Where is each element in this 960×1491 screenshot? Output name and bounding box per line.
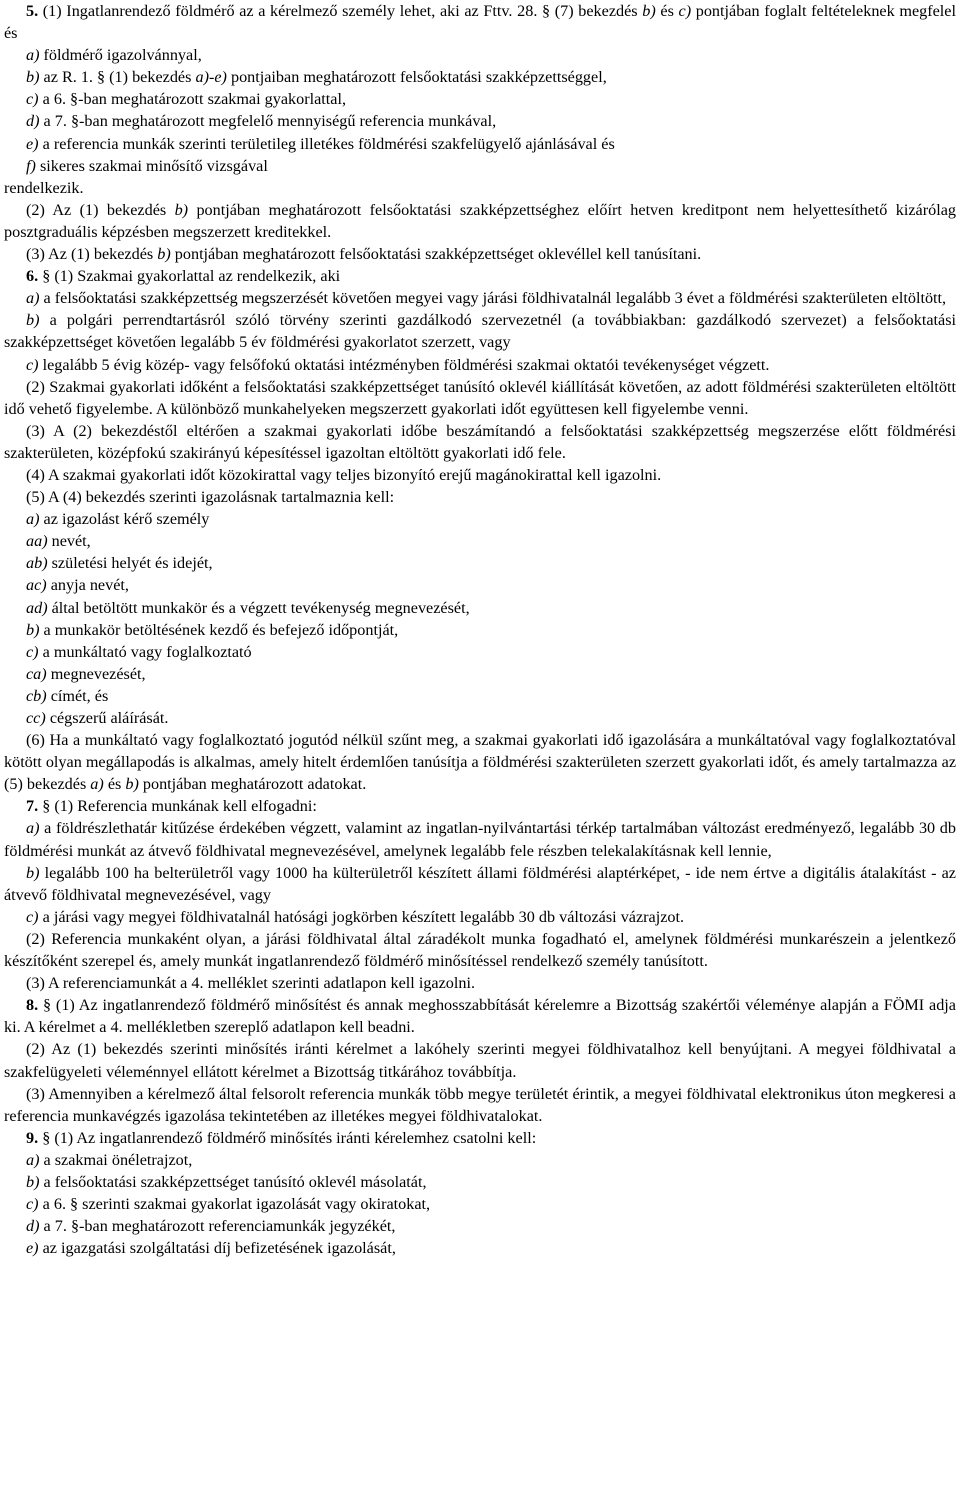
item-label: c): [26, 355, 39, 374]
text-run: pontjában meghatározott felsőoktatási szakképzettséghez előírt hetven kreditpont nem helyettesíthető kizárólag posztgraduális képzésben megszerzett kreditekkel.: [4, 200, 956, 241]
text-run: megnevezését,: [46, 664, 146, 683]
text-run: (1) Ingatlanrendező földmérő az a kérelmező személy lehet, aki az Fttv. 28. § (7) bekezdés: [38, 2, 643, 20]
item-label: a): [90, 775, 104, 794]
text-run: a felsőoktatási szakképzettség megszerzését követően megyei vagy járási földhivatalnál legalább 3 évet a földmérési szakterületen eltöltött,: [39, 289, 947, 308]
paragraph: [4, 619, 956, 641]
item-label: a): [26, 289, 40, 308]
paragraph: [4, 1193, 956, 1215]
text-run: születési helyét és idejét,: [47, 554, 213, 573]
text-run: az igazolást kérő személy: [39, 510, 210, 529]
paragraph: [4, 729, 956, 795]
text-run: pontjában meghatározott adatokat.: [138, 775, 367, 794]
text-run: a polgári perrendtartásról szóló törvény szerinti gazdálkodó szervezetnél (a továbbiakban: gazdálkodó szervezet) a felsőoktatási szakképzettséget követően legalább 5 év földmérési gyakorlatot szerzett, vagy: [4, 311, 956, 352]
item-label: e): [26, 1239, 39, 1258]
paragraph: [4, 552, 956, 574]
paragraph: [4, 862, 956, 906]
item-label: aa): [26, 532, 48, 551]
text-run: az R. 1. § (1) bekezdés: [39, 68, 196, 87]
paragraph: [4, 707, 956, 729]
text-run: a 7. §-ban meghatározott megfelelő mennyiségű referencia munkával,: [39, 112, 497, 131]
item-label: b): [26, 1172, 40, 1191]
item-label: a): [26, 46, 40, 65]
item-label: b): [157, 245, 171, 264]
item-label: b): [26, 620, 40, 639]
paragraph: [4, 685, 956, 707]
text-run: (2) Referencia munkaként olyan, a járási földhivatal által záradékolt munka fogadható el, amelynek földmérési munkarészein a jelentkező készítőként szerepel és, amely munkát ingatlanrendező földmérő minősítéssel rendelkező személy tanúsított.: [4, 929, 956, 971]
paragraph: [4, 464, 956, 486]
paragraph: [4, 597, 956, 619]
paragraph: [4, 243, 956, 265]
paragraph: [4, 420, 956, 464]
item-label: d): [26, 112, 40, 131]
item-label: f): [26, 156, 36, 175]
text-run: sikeres szakmai minősítő vizsgával: [35, 156, 268, 175]
paragraph: [4, 354, 956, 376]
paragraph: [4, 1237, 956, 1259]
item-label: a): [26, 510, 40, 529]
item-label: a): [26, 819, 40, 838]
paragraph: [4, 1149, 956, 1171]
text-run: (4) A szakmai gyakorlati időt közokirattal vagy teljes bizonyító erejű magánokirattal kell igazolni.: [26, 465, 662, 484]
item-label: c): [26, 1195, 39, 1214]
item-label: cc): [26, 709, 46, 727]
text-run: a referencia munkák szerinti területileg illetékes földmérési szakfelügyelő ajánlásával és: [38, 134, 615, 153]
text-run: nevét,: [47, 532, 91, 551]
paragraph: [4, 928, 956, 972]
section-number: 5.: [26, 2, 39, 20]
item-label: c): [26, 642, 39, 661]
text-run: rendelkezik.: [4, 178, 84, 197]
document-body: [4, 0, 956, 1259]
text-run: címét, és: [46, 686, 109, 705]
paragraph: [4, 795, 956, 817]
paragraph: [4, 1083, 956, 1127]
section-number: 9.: [26, 1128, 39, 1147]
section-number: 7.: [26, 797, 39, 816]
item-label: c): [678, 2, 692, 20]
text-run: (3) A (2) bekezdéstől eltérően a szakmai gyakorlati időbe beszámítandó a felsőoktatási szakképzettség megszerzése előtt földmérési szakterületen, középfokú szakirányú képesítéssel igazoltan eltöltött gyakorlati idő fele.: [4, 421, 956, 462]
item-label: a)-e): [195, 68, 227, 87]
paragraph: [4, 265, 956, 287]
text-run: a 6. § szerinti szakmai gyakorlat igazolását vagy okiratokat,: [38, 1195, 431, 1214]
paragraph: [4, 110, 956, 132]
text-run: cégszerű aláírását.: [45, 709, 169, 727]
paragraph: [4, 906, 956, 928]
item-label: ac): [26, 576, 47, 595]
paragraph: [4, 817, 956, 861]
text-run: (2) Szakmai gyakorlati időként a felsőoktatási szakképzettséget tanúsító oklevél kiállítását követően, az adott földmérési szakterületen eltöltött idő vehető figyelembe. A különböző munkahelyeken megszerzett gyakorlati időt együttesen kell figyelembe venni.: [4, 377, 956, 418]
paragraph: [4, 574, 956, 596]
paragraph: [4, 1038, 956, 1082]
text-run: (2) Az (1) bekezdés szerinti minősítés iránti kérelmet a lakóhely szerinti megyei földhivatalhoz kell benyújtani. A megyei földhivatal a szakfelügyeleti véleménnyel ellátott kérelmet a Bizottság titkárához továbbítja.: [4, 1040, 956, 1081]
paragraph: [4, 177, 956, 199]
paragraph: [4, 376, 956, 420]
item-label: c): [26, 907, 39, 926]
item-label: ab): [26, 554, 48, 573]
item-label: b): [26, 311, 40, 330]
item-label: c): [26, 90, 39, 109]
text-run: a földrészlethatár kitűzése érdekében végzett, valamint az ingatlan-nyilvántartási térkép tartalmában változást eredményező, legalább 30 db földmérési munkát az átvevő földhivatal megnevezésével, amelynek legalább fele részben telekalakításnak kell lennie,: [4, 819, 956, 860]
paragraph: [4, 508, 956, 530]
item-label: ca): [26, 664, 47, 683]
paragraph: [4, 287, 956, 309]
item-label: e): [26, 134, 39, 153]
section-number: 8.: [26, 996, 39, 1015]
item-label: b): [26, 68, 40, 87]
item-label: b): [26, 863, 40, 882]
item-label: ad): [26, 598, 48, 617]
text-run: § (1) Referencia munkának kell elfogadni:: [38, 797, 317, 816]
paragraph: [4, 641, 956, 663]
text-run: és: [655, 2, 679, 20]
text-run: § (1) Az ingatlanrendező földmérő minősítés iránti kérelemhez csatolni kell:: [38, 1128, 537, 1147]
text-run: és: [103, 775, 126, 794]
paragraph: [4, 155, 956, 177]
paragraph: [4, 66, 956, 88]
item-label: b): [125, 775, 139, 794]
text-run: által betöltött munkakör és a végzett tevékenység megnevezését,: [47, 598, 470, 617]
text-run: a felsőoktatási szakképzettséget tanúsító oklevél másolatát,: [39, 1172, 427, 1191]
paragraph: [4, 1127, 956, 1149]
paragraph: [4, 972, 956, 994]
text-run: pontjaiban meghatározott felsőoktatási szakképzettséggel,: [226, 68, 607, 87]
item-label: a): [26, 1150, 40, 1169]
text-run: (3) Az (1) bekezdés: [26, 245, 158, 264]
text-run: a munkáltató vagy foglalkoztató: [38, 642, 252, 661]
text-run: § (1) Szakmai gyakorlattal az rendelkezik, aki: [38, 267, 341, 286]
paragraph: [4, 0, 956, 44]
text-run: (2) Az (1) bekezdés: [26, 200, 175, 219]
item-label: d): [26, 1217, 40, 1236]
text-run: anyja nevét,: [46, 576, 129, 595]
text-run: a járási vagy megyei földhivatalnál hatósági jogkörben készített legalább 30 db változási vázrajzot.: [38, 907, 685, 926]
text-run: pontjában meghatározott felsőoktatási szakképzettséget oklevéllel kell tanúsítani.: [170, 245, 702, 264]
paragraph: [4, 199, 956, 243]
text-run: a munkakör betöltésének kezdő és befejező időpontját,: [39, 620, 399, 639]
paragraph: [4, 530, 956, 552]
text-run: § (1) Az ingatlanrendező földmérő minősítést és annak meghosszabbítását kérelemre a Bizottság szakértői véleménye alapján a FÖMI adja ki. A kérelmet a 4. mellékletben szereplő adatlapon kell beadni.: [4, 996, 956, 1037]
text-run: a 7. §-ban meghatározott referenciamunkák jegyzékét,: [39, 1217, 396, 1236]
text-run: (3) Amennyiben a kérelmező által felsorolt referencia munkák több megye területét érintik, a megyei földhivatal elektronikus úton megkeresi a referencia munkavégzés igazolása tekintetében az illetékes megyei földhivatalokat.: [4, 1084, 956, 1125]
text-run: földmérő igazolvánnyal,: [39, 46, 202, 65]
paragraph: [4, 44, 956, 66]
text-run: (5) A (4) bekezdés szerinti igazolásnak tartalmaznia kell:: [26, 488, 395, 507]
item-label: cb): [26, 686, 47, 705]
text-run: (3) A referenciamunkát a 4. melléklet szerinti adatlapon kell igazolni.: [26, 974, 476, 993]
text-run: legalább 5 évig közép- vagy felsőfokú oktatási intézményben földmérési szakmai oktatói tevékenységet végzett.: [38, 355, 770, 374]
section-number: 6.: [26, 267, 39, 286]
paragraph: [4, 1171, 956, 1193]
text-run: pontjában foglalt feltételeknek megfelel és: [4, 2, 956, 43]
paragraph: [4, 309, 956, 353]
text-run: a 6. §-ban meghatározott szakmai gyakorlattal,: [38, 90, 347, 109]
item-label: b): [174, 200, 189, 219]
paragraph: [4, 486, 956, 508]
paragraph: [4, 663, 956, 685]
text-run: legalább 100 ha belterületről vagy 1000 ha külterületről készített állami földmérési alaptérképet, - ide nem értve a digitális átalakítást - az átvevő földhivatal megnevezésével, vagy: [4, 863, 956, 904]
text-run: (6) Ha a munkáltató vagy foglalkoztató jogutód nélkül szűnt meg, a szakmai gyakorlati idő igazolására a munkáltatóval vagy foglalkoztatóval kötött olyan megállapodás is alkalmas, amely hitelt érdemlően tanúsítja a földmérési szakterületen szerzett gyakorlati időt, és amely tartalmazza az (5) bekezdés: [4, 731, 957, 794]
paragraph: [4, 133, 956, 155]
paragraph: [4, 994, 956, 1038]
paragraph: [4, 88, 956, 110]
paragraph: [4, 1215, 956, 1237]
text-run: a szakmai önéletrajzot,: [39, 1150, 193, 1169]
item-label: b): [642, 2, 656, 20]
text-run: az igazgatási szolgáltatási díj befizetésének igazolását,: [38, 1239, 396, 1258]
